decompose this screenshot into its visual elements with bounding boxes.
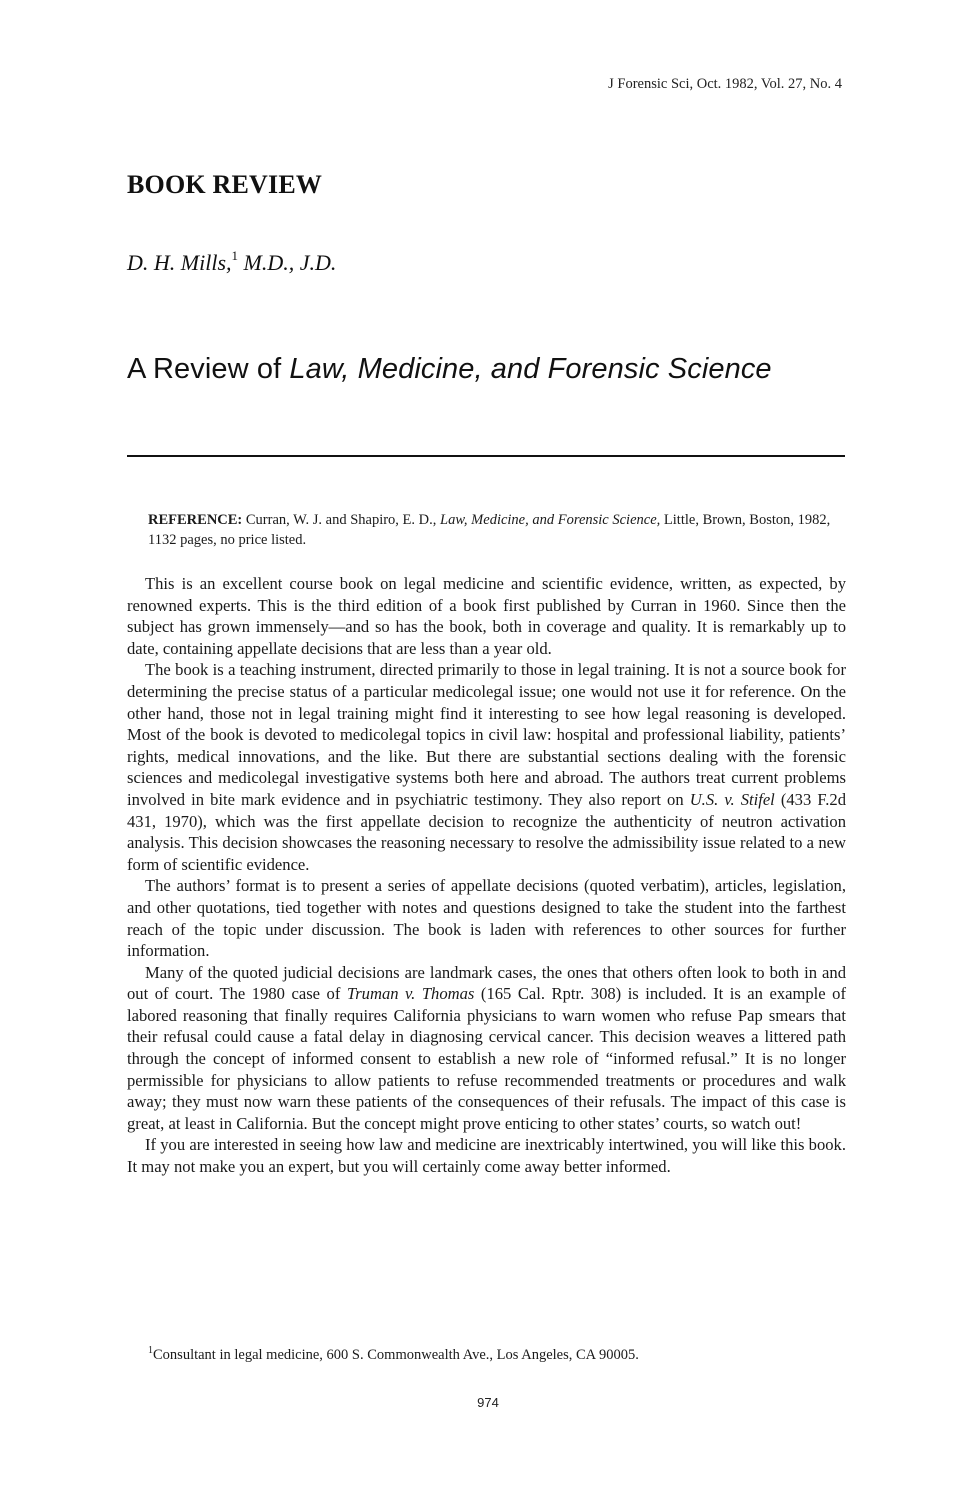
paragraph-4-text-a: Many of the quoted judicial decisions are landmark cases, the ones that others often look to both in and out of court. The 1980 case of bbox=[127, 962, 846, 1004]
paragraph-2-text-b: (433 F.2d 431, 1970), which was the first appellate decision to recognize the authenticity of neutron activation analysis. This decision showcases the reasoning necessary to resolve the admissibility issue related to a new form of scientific evidence. bbox=[127, 789, 846, 874]
section-label: BOOK REVIEW bbox=[127, 170, 323, 199]
author-credentials: M.D., J.D. bbox=[238, 250, 337, 275]
case-citation-truman: Truman v. Thomas bbox=[346, 984, 475, 1004]
paragraph-1: This is an excellent course book on legal medicine and scientific evidence, written, as expected, by renowned experts. This is the third edition of a book first published by Curran in 1960. Since then the subject has grown immensely—and so has the book, both in coverage and quality. It is remarkably up to date, containing appellate decisions that are less than a year old. bbox=[127, 574, 846, 658]
title-prefix: A Review of bbox=[127, 353, 290, 385]
paragraph-3: The authors’ format is to present a series of appellate decisions (quoted verbatim), articles, legislation, and other quotations, tied together with notes and questions designed to take the student into the farthest reach of the topic under discussion. The book is laden with references to other sources for further information. bbox=[127, 876, 846, 961]
article-title bbox=[127, 353, 772, 386]
page-number: 974 bbox=[477, 1395, 499, 1410]
author-name: D. H. Mills, bbox=[127, 250, 232, 275]
paragraph-4-text-b: (165 Cal. Rptr. 308) is included. It is an example of labored reasoning that finally requires California physicians to warn women who refuse Pap smears that their refusal could cause a fatal delay in diagnosing cervical cancer. This decision weaves a littered path through the concept of informed consent to establish a new role of “informed refusal.” It is no longer permissible for physicians to allow patients to refuse recommended treatments or procedures and walk away; they must now warn these patients of the consequences of their refusals. The impact of this case is great, at least in California. But the concept might prove enticing to other states’ courts, so watch out! bbox=[127, 984, 846, 1133]
author-line bbox=[127, 247, 337, 276]
paragraph-5: If you are interested in seeing how law and medicine are inextricably intertwined, you will like this book. It may not make you an expert, but you will certainly come away better informed. bbox=[127, 1135, 846, 1177]
reference-block bbox=[148, 510, 838, 550]
footnote-text: Consultant in legal medicine, 600 S. Commonwealth Ave., Los Angeles, CA 90005. bbox=[153, 1347, 639, 1363]
paragraph-2-text-a: The book is a teaching instrument, directed primarily to those in legal training. It is not a source book for determining the precise status of a particular medicolegal issue; one would not use it for reference. On the other hand, those not in legal training might find it interesting to see how legal reasoning is developed. Most of the book is devoted to medicolegal topics in civil law: hospital and professional liability, patients’ rights, medical innovations, and the like. But there are substantial sections dealing with the forensic sciences and medicolegal investigative systems both here and abroad. The authors treat current problems involved in bite mark evidence and in psychiatric testimony. They also report on bbox=[127, 660, 846, 809]
author-footnote-mark: 1 bbox=[231, 247, 238, 263]
reference-book-title: Law, Medicine, and Forensic Science, bbox=[440, 512, 661, 528]
case-citation-stifel: U.S. v. Stifel bbox=[689, 789, 775, 809]
footnote-mark: 1 bbox=[148, 1345, 153, 1357]
reference-publisher-details: Little, Brown, Boston, 1982, 1132 pages, no price listed. bbox=[148, 512, 831, 548]
paragraph-4 bbox=[127, 962, 846, 1135]
footnote bbox=[148, 1347, 639, 1364]
review-body bbox=[127, 573, 846, 1178]
paragraph-2 bbox=[127, 659, 846, 875]
title-book-name: Law, Medicine, and Forensic Science bbox=[289, 353, 772, 385]
reference-label: REFERENCE: bbox=[148, 512, 243, 528]
running-head: J Forensic Sci, Oct. 1982, Vol. 27, No. 4 bbox=[608, 76, 842, 92]
reference-authors: Curran, W. J. and Shapiro, E. D., bbox=[242, 512, 441, 528]
title-divider bbox=[127, 455, 845, 457]
